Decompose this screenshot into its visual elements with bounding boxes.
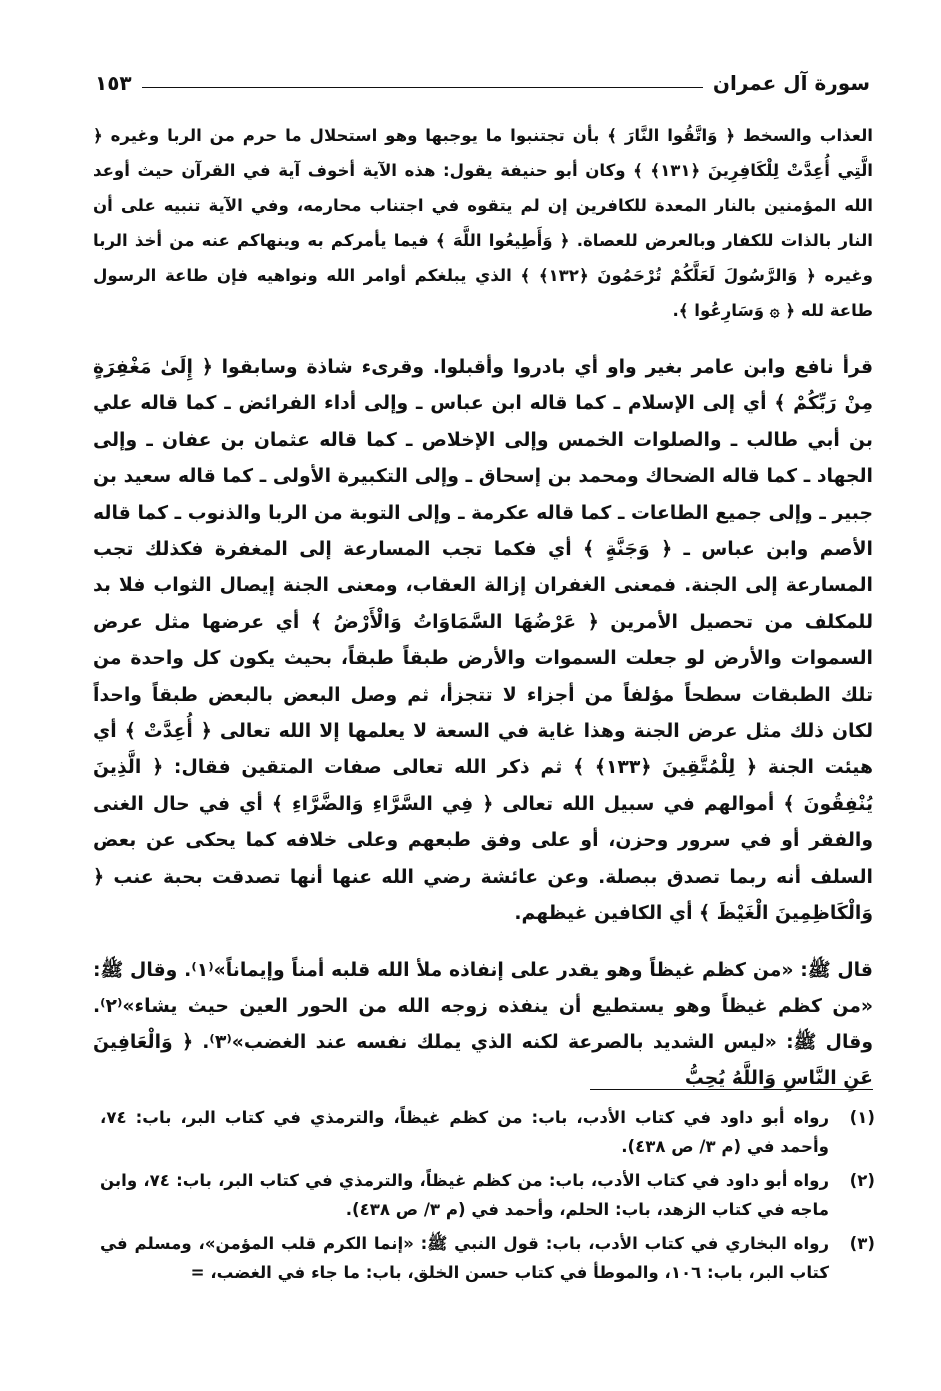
footnote-separator (590, 1089, 873, 1090)
main-text (93, 118, 873, 1097)
footnote-3 (100, 1230, 875, 1287)
footnotes (100, 1104, 875, 1293)
footnote-number: (٣) (849, 1234, 875, 1253)
footnote-text: رواه أبو داود في كتاب الأدب، باب: من كظم غيظاً، والترمذي في كتاب البر، باب: ٧٤، وابن ماجه في كتاب الزهد، باب: الحلم، وأحمد في (م ٣/ ص ٤٣٨). (100, 1171, 829, 1219)
surah-title: سورة آل عمران (712, 71, 870, 95)
footnote-text: رواه البخاري في كتاب الأدب، باب: قول النبي ﷺ: «إنما الكرم قلب المؤمن»، ومسلم في كتاب البر، باب: ١٠٦، والموطأ في كتاب حسن الخلق، باب: ما جاء في الغضب، = (100, 1234, 829, 1282)
page-number: ١٥٣ (95, 71, 132, 95)
footnote-2 (100, 1167, 875, 1224)
footnote-text: رواه أبو داود في كتاب الأدب، باب: من كظم غيظاً، والترمذي في كتاب البر، باب: ٧٤، وأحمد في (م ٣/ ص ٤٣٨). (100, 1108, 829, 1156)
paragraph-3: قال ﷺ: «من كظم غيظاً وهو يقدر على إنفاذه ملأ الله قلبه أمناً وإيماناً»⁽١⁾. وقال ﷺ: «من كظم غيظاً وهو يستطيع أن ينفذه زوجه الله من الحور العين حيث يشاء»⁽٢⁾. وقال ﷺ: «ليس الشديد بالصرعة لكنه الذي يملك نفسه عند الغضب»⁽٣⁾. ﴿ وَالْعَافِينَ عَنِ النَّاسِ وَاللَّهُ يُحِبُّ (93, 959, 873, 1090)
footnote-1 (100, 1104, 875, 1161)
paragraph-2: قرأ نافع وابن عامر بغير واو أي بادروا وأقبلوا. وقرىء شاذة وسابقوا ﴿ إِلَىٰ مَغْفِرَةٍ مِنْ رَبِّكُمْ ﴾ أي إلى الإسلام ـ كما قاله ابن عباس ـ وإلى أداء الفرائض ـ كما قاله علي بن أبي طالب ـ والصلوات الخمس وإلى الإخلاص ـ كما قاله عثمان بن عفان ـ وإلى الجهاد ـ كما قاله الضحاك ومحمد بن إسحاق ـ وإلى التكبيرة الأولى ـ كما قاله سعيد بن جبير ـ وإلى جميع الطاعات ـ كما قاله عكرمة ـ وإلى التوبة من الربا والذنوب ـ كما قاله الأصم وابن عباس ـ ﴿ وَجَنَّةٍ ﴾ أي فكما تجب المسارعة إلى المغفرة فكذلك تجب المسارعة إلى الجنة. فمعنى الغفران إزالة العقاب، ومعنى الجنة إيصال الثواب فلا بد للمكلف من تحصيل الأمرين ﴿ عَرْضُهَا السَّمَاوَاتُ وَالْأَرْضُ ﴾ أي عرضها مثل عرض السموات والأرض لو جعلت السموات والأرض طبقاً طبقاً، بحيث يكون كل واحدة من تلك الطبقات سطحاً مؤلفاً من أجزاء لا تتجزأ، ثم وصل البعض بالبعض طبقاً واحداً لكان ذلك مثل عرض الجنة وهذا غاية في السعة لا يعلمها إلا الله تعالى ﴿ أُعِدَّتْ ﴾ أي هيئت الجنة ﴿ لِلْمُتَّقِينَ ﴿١٣٣﴾ ﴾ ثم ذكر الله تعالى صفات المتقين فقال: ﴿ الَّذِينَ يُنْفِقُونَ ﴾ أموالهم في سبيل الله تعالى ﴿ فِي السَّرَّاءِ وَالضَّرَّاءِ ﴾ أي في حال الغنى والفقر أو في سرور وحزن، أو على وفق طبعهم وعلى خلافه كما يحكى عن بعض السلف أنه ربما تصدق ببصلة. وعن عائشة رضي الله عنها أنها تصدقت بحبة عنب ﴿ وَالْكَاظِمِينَ الْغَيْظَ ﴾ أي الكافين غيظهم. (93, 357, 873, 925)
paragraph-1: العذاب والسخط ﴿ وَاتَّقُوا النَّارَ ﴾ بأن تجتنبوا ما يوجبها وهو استحلال ما حرم من الربا وغيره ﴿ الَّتِي أُعِدَّتْ لِلْكَافِرِينَ ﴿١٣١﴾ ﴾ وكان أبو حنيفة يقول: هذه الآية أخوف آية في القرآن حيث أوعد الله المؤمنين بالنار المعدة للكافرين إن لم يتقوه في اجتناب محارمه، وفي الآية تنبيه على أن النار بالذات للكفار وبالعرض للعصاة. ﴿ وَأَطِيعُوا اللَّهَ ﴾ فيما يأمركم به وينهاكم عنه من أخذ الربا وغيره ﴿ وَالرَّسُولَ لَعَلَّكُمْ تُرْحَمُونَ ﴿١٣٢﴾ ﴾ الذي يبلغكم أوامر الله ونواهيه فإن طاعة الرسول طاعة لله ﴿ ۞ وَسَارِعُوا ﴾. (93, 126, 873, 320)
page-header (95, 66, 870, 100)
footnote-number: (١) (849, 1108, 875, 1127)
header-rule (142, 87, 703, 88)
footnote-number: (٢) (849, 1171, 875, 1190)
